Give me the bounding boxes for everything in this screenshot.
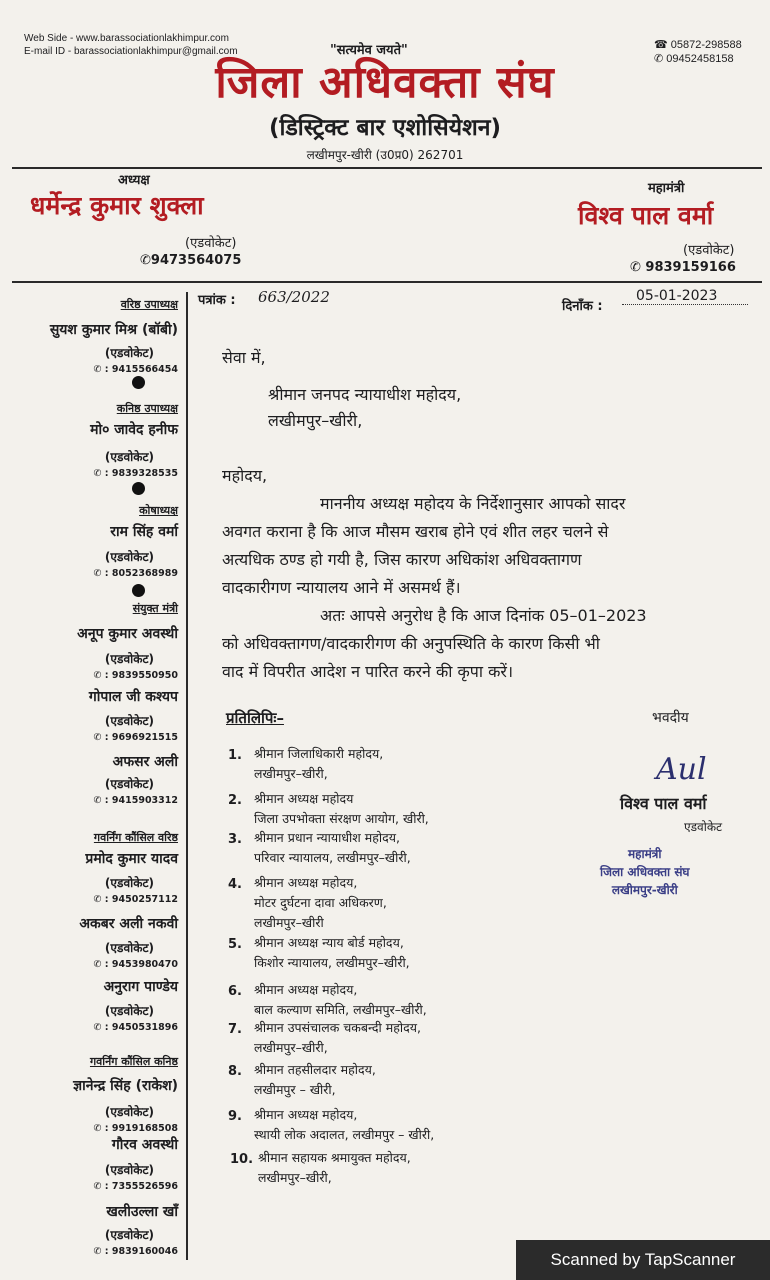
sidebar-member-phone-row — [94, 468, 178, 479]
letterhead-subtitle: (डिस्ट्रिक्ट बार एशोसियेशन) — [269, 115, 501, 141]
cc-number: 9. — [228, 1109, 242, 1124]
cc-number: 3. — [228, 832, 242, 847]
cc-number: 6. — [228, 984, 242, 999]
cc-line: श्रीमान अध्यक्ष महोदय, — [254, 1107, 358, 1122]
cc-line: श्रीमान जिलाधिकारी महोदय, — [254, 746, 384, 761]
bullet-dot-icon — [132, 584, 145, 597]
sidebar-section-heading: वरिष्ठ उपाध्यक्ष — [120, 298, 178, 311]
sidebar-member-phone-row — [94, 1022, 178, 1033]
sidebar-member-designation: (एडवोकेट) — [104, 941, 154, 955]
sidebar-member-phone: 9839328535 — [111, 468, 178, 479]
stamp-line: महामंत्री — [627, 847, 662, 861]
stamp-line: जिला अधिवक्ता संघ — [600, 865, 690, 879]
sidebar-section-heading: संयुक्त मंत्री — [132, 602, 178, 615]
sidebar-member-name: अकबर अली नकवी — [79, 916, 178, 932]
sidebar-member-phone-row — [94, 1246, 178, 1257]
office-bearers-sidebar — [0, 294, 184, 1262]
president-name: धर्मेन्द्र कुमार शुक्ला — [30, 191, 204, 220]
body-line: वादकारीगण न्यायालय आने में असमर्थ हैं। — [222, 578, 461, 597]
sidebar-member-phone: 7355526596 — [111, 1181, 178, 1192]
sidebar-member-phone: 9450257112 — [111, 894, 178, 905]
sidebar-member-phone-row — [94, 894, 178, 905]
cc-number: 4. — [228, 877, 242, 892]
sidebar-member-phone: 9839550950 — [111, 670, 178, 681]
sidebar-member-phone-row — [94, 568, 178, 579]
signature: Aul — [656, 752, 707, 787]
cc-number: 7. — [228, 1022, 242, 1037]
sidebar-member-name: मो० जावेद हनीफ — [90, 422, 178, 438]
cc-line: परिवार न्यायालय, लखीमपुर–खीरी, — [254, 850, 411, 865]
signer-name: विश्व पाल वर्मा — [620, 794, 707, 813]
body-line: अत्यधिक ठण्ड हो गयी है, जिस कारण अधिकांश अधिवक्तागण — [222, 550, 582, 569]
mobile-icon: ✆ : — [93, 670, 112, 681]
bullet-dot-icon — [132, 482, 145, 495]
bullet-dot-icon — [132, 376, 145, 389]
sidebar-member-designation: (एडवोकेट) — [104, 1105, 154, 1119]
cc-line: श्रीमान तहसीलदार महोदय, — [254, 1062, 376, 1077]
sidebar-member-phone-row — [94, 959, 178, 970]
secretary-label: महामंत्री — [648, 181, 685, 196]
sidebar-member-designation: (एडवोकेट) — [104, 1228, 154, 1242]
salutation-to: सेवा में, — [222, 348, 266, 367]
cc-number: 1. — [228, 748, 242, 763]
motto: "सत्यमेव जयते" — [330, 43, 408, 58]
mobile-icon: ✆ — [630, 260, 646, 275]
sidebar-member-phone: 9453980470 — [111, 959, 178, 970]
sidebar-member-phone-row — [94, 1123, 178, 1134]
cc-number: 5. — [228, 937, 242, 952]
sidebar-member-designation: (एडवोकेट) — [104, 1004, 154, 1018]
sidebar-member-designation: (एडवोकेट) — [104, 450, 154, 464]
sidebar-member-name: प्रमोद कुमार यादव — [85, 851, 178, 867]
president-label: अध्यक्ष — [118, 173, 150, 188]
mobile-number: 09452458158 — [666, 53, 734, 65]
sidebar-section-heading: कोषाध्यक्ष — [139, 504, 178, 517]
body-line: को अधिवक्तागण/वादकारीगण की अनुपस्थिति के कारण किसी भी — [222, 634, 600, 653]
date-label: दिनाँक : — [562, 299, 603, 314]
letterhead-address: लखीमपुर-खीरी (उ0प्र0) 262701 — [306, 148, 464, 162]
cc-line: मोटर दुर्घटना दावा अधिकरण, — [254, 895, 387, 910]
sidebar-member-phone: 9450531896 — [111, 1022, 178, 1033]
phone-icon: ☎ — [654, 39, 671, 51]
sidebar-member-phone: 9919168508 — [111, 1123, 178, 1134]
sidebar-member-phone: 9415566454 — [111, 364, 178, 375]
email-text: E-mail ID - barassociationlakhimpur@gmail.com — [24, 46, 238, 57]
mobile-icon: ✆ : — [93, 795, 112, 806]
cc-number: 10. — [230, 1152, 254, 1167]
sidebar-member-phone-row — [94, 364, 178, 375]
mobile-icon: ✆ — [140, 253, 151, 268]
sidebar-member-name: ज्ञानेन्द्र सिंह (राकेश) — [73, 1078, 178, 1094]
sidebar-member-designation: (एडवोकेट) — [104, 777, 154, 791]
sidebar-member-name: खलीउल्ला खाँ — [106, 1204, 178, 1220]
mobile-icon: ✆ : — [93, 468, 112, 479]
mobile-icon: ✆ : — [93, 1246, 112, 1257]
mobile-icon: ✆ : — [93, 1181, 112, 1192]
secretary-name: विश्व पाल वर्मा — [578, 201, 714, 230]
cc-line: लखीमपुर – खीरी, — [254, 1082, 336, 1097]
sidebar-member-phone-row — [94, 732, 178, 743]
mobile-icon: ✆ : — [93, 364, 112, 375]
sidebar-member-name: अनुराग पाण्डेय — [103, 979, 178, 995]
landline-number: 05872-298588 — [670, 39, 742, 51]
website-text: Web Side - www.barassociationlakhimpur.com — [24, 33, 229, 44]
president-designation: (एडवोकेट) — [185, 236, 237, 251]
sidebar-member-name: अनूप कुमार अवस्थी — [77, 626, 178, 642]
cc-line: श्रीमान अध्यक्ष महोदय, — [254, 982, 358, 997]
sidebar-member-designation: (एडवोकेट) — [104, 714, 154, 728]
sidebar-member-name: अफसर अली — [112, 754, 178, 770]
mobile-icon: ✆ : — [93, 1123, 112, 1134]
reference-number: 663/2022 — [258, 288, 330, 306]
cc-line: स्थायी लोक अदालत, लखीमपुर – खीरी, — [254, 1127, 435, 1142]
mobile-icon: ✆ : — [93, 568, 112, 579]
sidebar-member-phone-row — [94, 795, 178, 806]
cc-line: श्रीमान प्रधान न्यायाधीश महोदय, — [254, 830, 400, 845]
letterhead-title: जिला अधिवक्ता संघ — [215, 57, 555, 108]
mobile-icon: ✆ : — [93, 732, 112, 743]
cc-line: श्रीमान सहायक श्रमायुक्त महोदय, — [258, 1150, 411, 1165]
sidebar-section-heading: कनिष्ठ उपाध्यक्ष — [116, 402, 178, 415]
mobile-icon: ✆ : — [93, 1022, 112, 1033]
sidebar-member-designation: (एडवोकेट) — [104, 1163, 154, 1177]
body-line: अवगत कराना है कि आज मौसम खराब होने एवं शीत लहर चलने से — [222, 522, 609, 541]
mobile-icon: ✆ : — [93, 959, 112, 970]
sidebar-member-designation: (एडवोकेट) — [104, 550, 154, 564]
body-line: वाद में विपरीत आदेश न पारित करने की कृपा करें। — [222, 662, 514, 681]
greeting: महोदय, — [222, 466, 268, 485]
sidebar-member-name: गौरव अवस्थी — [111, 1137, 178, 1153]
reference-label: पत्रांक : — [198, 293, 236, 308]
cc-line: श्रीमान उपसंचालक चकबन्दी महोदय, — [254, 1020, 421, 1035]
cc-line: श्रीमान अध्यक्ष महोदय, — [254, 875, 358, 890]
sidebar-member-phone-row — [94, 670, 178, 681]
signer-title: एडवोकेट — [684, 820, 723, 834]
cc-line: लखीमपुर–खीरी — [254, 915, 324, 930]
mobile-icon: ✆ : — [93, 894, 112, 905]
sidebar-member-designation: (एडवोकेट) — [104, 652, 154, 666]
sidebar-member-designation: (एडवोकेट) — [104, 346, 154, 360]
cc-number: 8. — [228, 1064, 242, 1079]
scanner-watermark: Scanned by TapScanner — [516, 1240, 770, 1280]
sidebar-member-phone-row — [94, 1181, 178, 1192]
cc-line: किशोर न्यायालय, लखीमपुर–खीरी, — [254, 955, 410, 970]
sidebar-member-phone: 9415903312 — [111, 795, 178, 806]
sidebar-divider — [186, 292, 188, 1260]
secretary-phone: 9839159166 — [645, 260, 736, 275]
body-line: माननीय अध्यक्ष महोदय के निर्देशानुसार आपको सादर — [320, 494, 626, 513]
secretary-designation: (एडवोकेट) — [683, 243, 735, 258]
date-dotted-line — [622, 304, 748, 305]
cc-number: 2. — [228, 793, 242, 808]
addressee: श्रीमान जनपद न्यायाधीश महोदय, — [268, 385, 462, 404]
body-line: अतः आपसे अनुरोध है कि आज दिनांक 05–01–2023 — [320, 606, 647, 625]
sidebar-member-name: राम सिंह वर्मा — [110, 524, 178, 540]
office-stamp — [600, 845, 690, 899]
sidebar-member-phone: 9696921515 — [111, 732, 178, 743]
cc-line: लखीमपुर–खीरी, — [258, 1170, 332, 1185]
sidebar-section-heading: गवर्निंग कौंसिल वरिष्ठ — [93, 831, 178, 844]
header-divider — [12, 167, 762, 169]
date-value: 05-01-2023 — [636, 288, 718, 304]
cc-line: श्रीमान अध्यक्ष महोदय — [254, 791, 354, 806]
name-divider — [12, 281, 762, 283]
cc-line: बाल कल्याण समिति, लखीमपुर–खीरी, — [254, 1002, 427, 1017]
cc-heading: प्रतिलिपिः– — [226, 709, 284, 727]
cc-line: लखीमपुर–खीरी, — [254, 1040, 328, 1055]
cc-line: जिला उपभोक्ता संरक्षण आयोग, खीरी, — [254, 811, 429, 826]
cc-line: लखीमपुर–खीरी, — [254, 766, 328, 781]
sidebar-member-name: गोपाल जी कश्यप — [88, 689, 178, 705]
stamp-line: लखीमपुर-खीरी — [611, 883, 678, 897]
sidebar-section-heading: गवर्निंग कौंसिल कनिष्ठ — [89, 1055, 178, 1068]
closing: भवदीय — [652, 710, 689, 726]
cc-line: श्रीमान अध्यक्ष न्याय बोर्ड महोदय, — [254, 935, 404, 950]
sidebar-member-name: सुयश कुमार मिश्र (बॉबी) — [49, 322, 178, 338]
addressee-place: लखीमपुर–खीरी, — [268, 411, 363, 430]
president-phone: 9473564075 — [150, 253, 242, 268]
sidebar-member-designation: (एडवोकेट) — [104, 876, 154, 890]
sidebar-member-phone: 9839160046 — [111, 1246, 178, 1257]
mobile-icon: ✆ — [654, 53, 667, 65]
sidebar-member-phone: 8052368989 — [111, 568, 178, 579]
